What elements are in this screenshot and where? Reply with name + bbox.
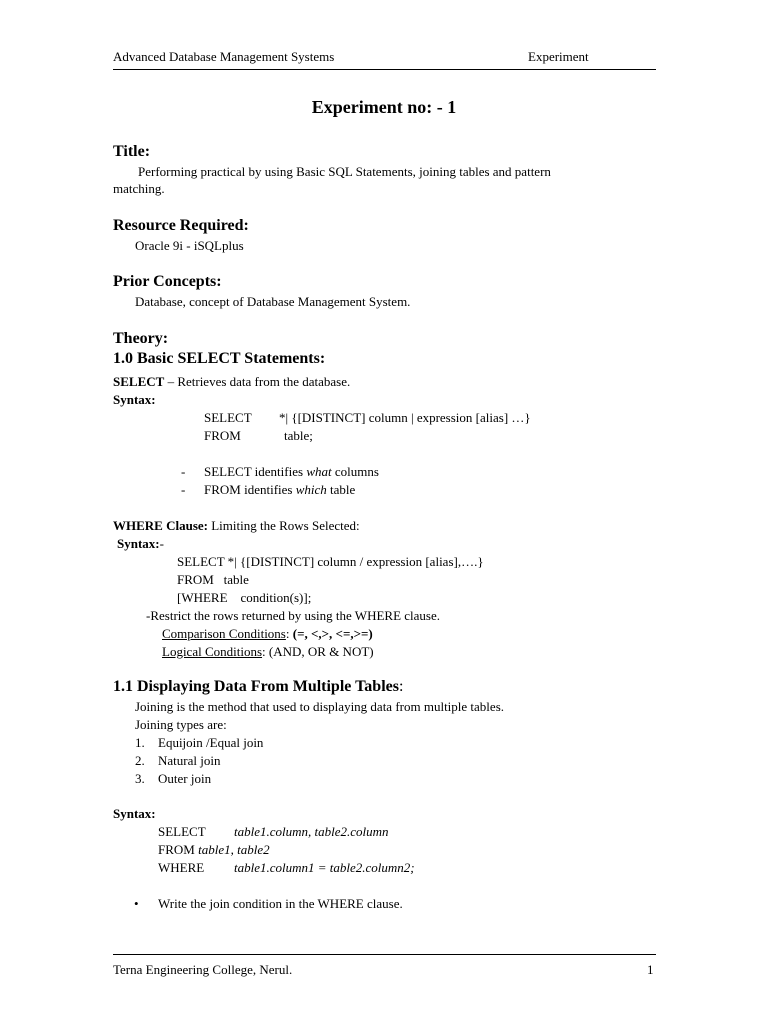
where-syntax-line2: FROM table [177,572,249,587]
syntax-label: Syntax: [113,392,156,407]
title-text-line1: Performing practical by using Basic SQL Statements, joining tables and pattern [138,164,551,179]
select-description [113,375,350,388]
title-heading: Title: [113,143,151,160]
syntax-select-kw: SELECT [204,410,252,425]
select-keyword: SELECT [113,374,165,389]
logical-conditions: Logical Conditions: (AND, OR & NOT) [162,644,374,659]
prior-heading: Prior Concepts: [113,273,222,290]
where-restrict-text: -Restrict the rows returned by using the WHERE clause. [146,608,440,623]
joins-text-line1: Joining is the method that used to displaying data from multiple tables. [135,699,505,714]
bullet-dash: - [181,482,186,497]
title-text-line2: matching. [113,181,165,196]
select-desc-text: – Retrieves data from the database. [164,374,351,389]
page-number: 1 [647,962,654,977]
header-title: Advanced Database Management Systems [113,49,335,64]
join-type-number: 2. [135,753,145,768]
basic-select-heading: 1.0 Basic SELECT Statements: [113,350,326,367]
join-where-cond: table1.column1 = table2.column2; [234,860,415,875]
join-where-kw: WHERE [158,860,205,875]
where-syntax-label: Syntax:- [117,536,164,551]
where-clause-label: WHERE Clause: [113,518,208,533]
join-type-number: 1. [135,735,145,750]
where-clause-line [113,519,360,532]
where-clause-desc: Limiting the Rows Selected: [207,518,360,533]
resource-heading: Resource Required: [113,217,249,234]
join-type-item: Outer join [158,771,212,786]
footer-rule [113,954,656,955]
header-rule [113,69,656,70]
experiment-title: Experiment no: - 1 [311,97,457,117]
syntax-select-rest: *| {[DISTINCT] column | expression [alias] …} [279,410,531,425]
join-select-cols: table1.column, table2.column [234,824,389,839]
resource-text: Oracle 9i - iSQLplus [135,238,244,253]
join-type-item: Natural join [158,753,221,768]
bullet-item: FROM identifies which table [204,482,356,497]
bullet-item: SELECT identifies what columns [204,464,379,479]
header-experiment: Experiment [528,49,589,64]
footer-college: Terna Engineering College, Nerul. [113,962,293,977]
join-type-number: 3. [135,771,145,786]
joins-heading: 1.1 Displaying Data From Multiple Tables: [113,678,404,695]
bullet-dot: • [134,896,139,911]
prior-text: Database, concept of Database Management System. [135,294,411,309]
syntax-from-kw: FROM [204,428,241,443]
comparison-conditions: Comparison Conditions: (=, <,>, <=,>=) [162,626,373,641]
join-type-item: Equijoin /Equal join [158,735,264,750]
bullet-dash: - [181,464,186,479]
where-syntax-line3: [WHERE condition(s)]; [177,590,312,605]
join-from-line: FROM table1, table2 [158,842,270,857]
where-syntax-line1: SELECT *| {[DISTINCT] column / expression [alias],….} [177,554,484,569]
join-select-kw: SELECT [158,824,206,839]
joins-text-line2: Joining types are: [135,717,227,732]
join-bullet-text: Write the join condition in the WHERE clause. [158,896,403,911]
join-syntax-label: Syntax: [113,806,156,821]
syntax-from-rest: table; [284,428,313,443]
theory-heading: Theory: [113,330,169,347]
